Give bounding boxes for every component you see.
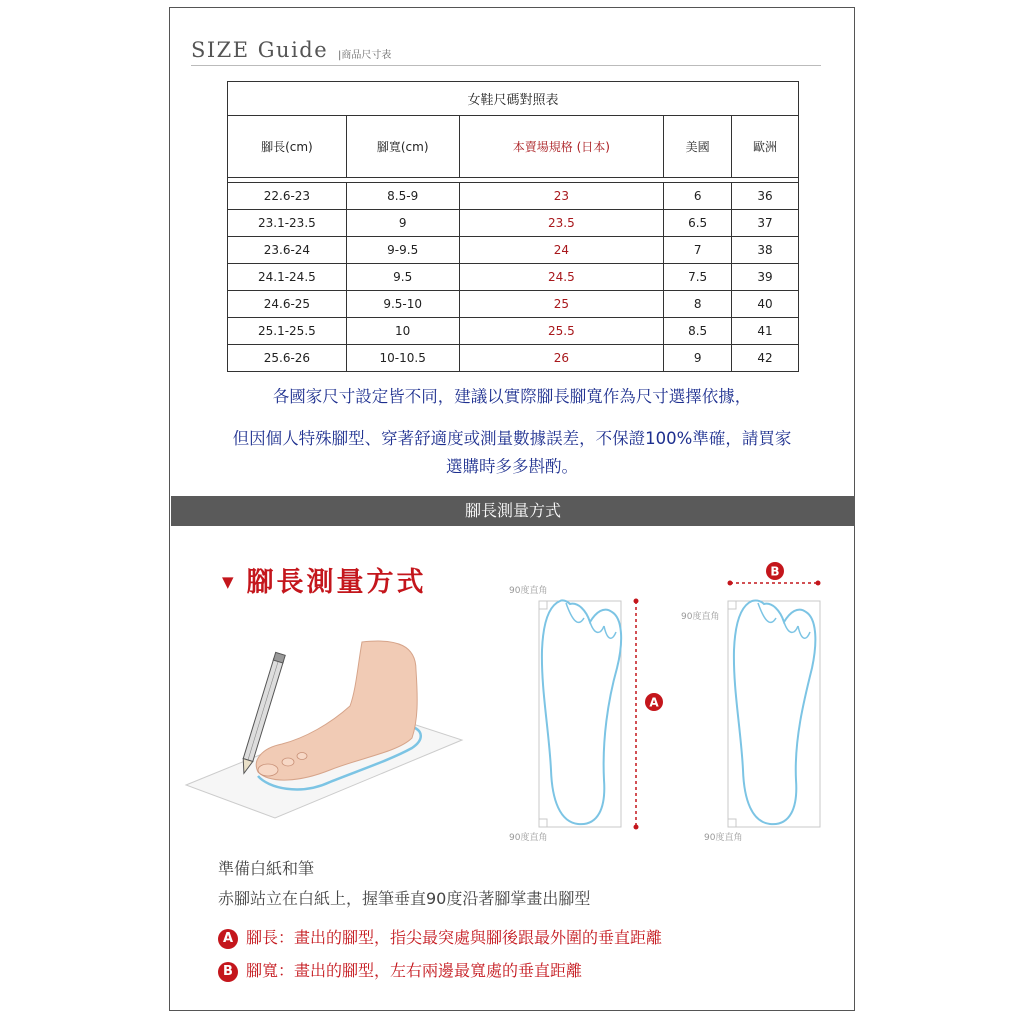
cell-eu-size: 42	[732, 345, 799, 372]
triangle-marker-icon: ▼	[222, 573, 237, 591]
cell-foot-width: 8.5-9	[346, 183, 459, 210]
header-foot-length: 腳長(cm)	[228, 116, 347, 178]
label-b: B	[770, 564, 780, 579]
foot-length-diagram	[509, 584, 663, 843]
definition-a	[218, 925, 662, 949]
cell-foot-length: 24.1-24.5	[228, 264, 347, 291]
cell-foot-width: 9	[346, 210, 459, 237]
header-us-size: 美國	[664, 116, 732, 178]
section-bar: 腳長測量方式	[171, 496, 855, 526]
cell-jp-size: 26	[459, 345, 664, 372]
cell-us-size: 8.5	[664, 318, 732, 345]
foot-width-diagram	[681, 562, 821, 843]
table-caption: 女鞋尺碼對照表	[228, 82, 799, 116]
cell-jp-size: 24.5	[459, 264, 664, 291]
angle-label-top: 90度直角	[509, 586, 548, 596]
step-trace: 赤腳站立在白紙上，握筆垂直90度沿著腳掌畫出腳型	[218, 889, 591, 908]
cell-foot-length: 23.1-23.5	[228, 210, 347, 237]
definition-b-text: 腳寬：畫出的腳型，左右兩邊最寬處的垂直距離	[246, 961, 583, 980]
cell-jp-size: 25	[459, 291, 664, 318]
header-foot-width: 腳寬(cm)	[346, 116, 459, 178]
cell-eu-size: 41	[732, 318, 799, 345]
header-jp-size: 本賣場規格 (日本)	[459, 116, 664, 178]
badge-b: B	[218, 962, 238, 982]
cell-foot-width: 9.5-10	[346, 291, 459, 318]
cell-eu-size: 37	[732, 210, 799, 237]
cell-foot-length: 23.6-24	[228, 237, 347, 264]
cell-eu-size: 39	[732, 264, 799, 291]
cell-us-size: 6	[664, 183, 732, 210]
cell-foot-width: 10	[346, 318, 459, 345]
cell-jp-size: 24	[459, 237, 664, 264]
cell-foot-length: 24.6-25	[228, 291, 347, 318]
step-prepare: 準備白紙和筆	[218, 859, 315, 878]
cell-foot-width: 9-9.5	[346, 237, 459, 264]
measure-title-text: 腳長測量方式	[246, 567, 427, 598]
angle-label-bottom: 90度直角	[509, 833, 548, 843]
cell-jp-size: 25.5	[459, 318, 664, 345]
cell-us-size: 9	[664, 345, 732, 372]
cell-foot-width: 10-10.5	[346, 345, 459, 372]
cell-us-size: 7	[664, 237, 732, 264]
header-eu-size: 歐洲	[732, 116, 799, 178]
note-line-1: 各國家尺寸設定皆不同，建議以實際腳長腳寬作為尺寸選擇依據，	[272, 387, 752, 406]
definition-a-text: 腳長：畫出的腳型，指尖最突處與腳後跟最外圍的垂直距離	[246, 928, 663, 947]
angle-label-right-top: 90度直角	[681, 612, 720, 622]
cell-foot-length: 25.1-25.5	[228, 318, 347, 345]
foot-tracing-illustration	[186, 641, 462, 818]
cell-jp-size: 23.5	[459, 210, 664, 237]
angle-label-right-bottom: 90度直角	[704, 833, 743, 843]
guide-title: SIZE Guide	[191, 38, 329, 62]
cell-us-size: 6.5	[664, 210, 732, 237]
cell-foot-width: 9.5	[346, 264, 459, 291]
label-a: A	[649, 695, 659, 710]
badge-a: A	[218, 929, 238, 949]
cell-eu-size: 40	[732, 291, 799, 318]
cell-eu-size: 38	[732, 237, 799, 264]
cell-jp-size: 23	[459, 183, 664, 210]
guide-subtitle: |商品尺寸表	[338, 50, 392, 61]
definition-b	[218, 958, 582, 982]
cell-us-size: 8	[664, 291, 732, 318]
cell-foot-length: 25.6-26	[228, 345, 347, 372]
cell-foot-length: 22.6-23	[228, 183, 347, 210]
cell-eu-size: 36	[732, 183, 799, 210]
note-line-3: 選購時多多斟酌。	[446, 457, 578, 476]
note-line-2: 但因個人特殊腳型、穿著舒適度或測量數據誤差，不保證100%準確，請買家	[232, 429, 792, 448]
cell-us-size: 7.5	[664, 264, 732, 291]
